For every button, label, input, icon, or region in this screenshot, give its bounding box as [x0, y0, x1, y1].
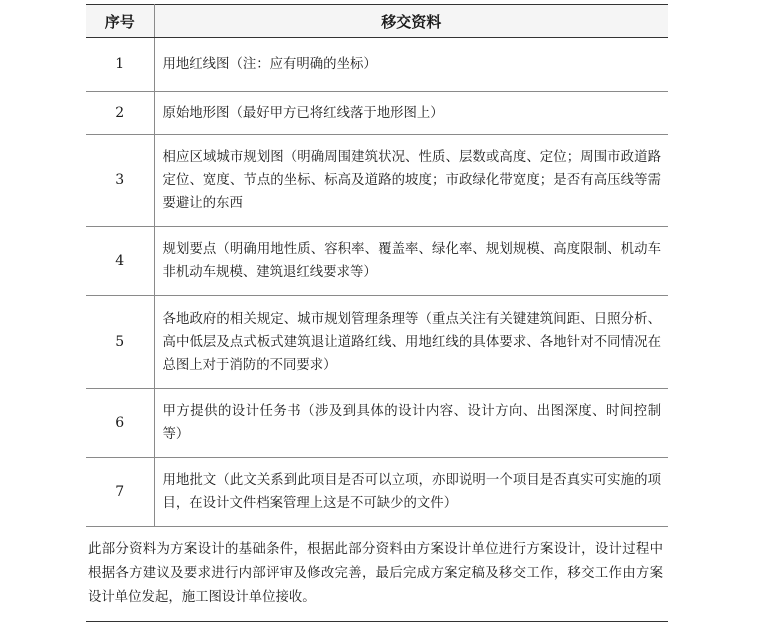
handover-materials-table — [86, 4, 668, 622]
row-number: 2 — [86, 92, 154, 135]
row-number: 5 — [86, 296, 154, 389]
row-number: 1 — [86, 38, 154, 92]
row-text: 规划要点（明确用地性质、容积率、覆盖率、绿化率、规划规模、高度限制、机动车非机动车规模、建筑退红线要求等） — [154, 227, 668, 296]
table-header-row — [86, 5, 668, 38]
table-row — [86, 92, 668, 135]
row-number: 4 — [86, 227, 154, 296]
table-row — [86, 296, 668, 389]
row-text: 各地政府的相关规定、城市规划管理条理等（重点关注有关键建筑间距、日照分析、高中低层及点式板式建筑退让道路红线、用地红线的具体要求、各地针对不同情况在总图上对于消防的不同要求） — [154, 296, 668, 389]
row-text: 相应区域城市规划图（明确周围建筑状况、性质、层数或高度、定位；周围市政道路定位、宽度、节点的坐标、标高及道路的坡度；市政绿化带宽度；是否有高压线等需要避让的东西 — [154, 135, 668, 227]
row-text: 用地红线图（注：应有明确的坐标） — [154, 38, 668, 92]
row-number: 7 — [86, 458, 154, 527]
header-handover-materials: 移交资料 — [154, 5, 668, 38]
row-number: 3 — [86, 135, 154, 227]
table-row — [86, 458, 668, 527]
table-footnote: 此部分资料为方案设计的基础条件，根据此部分资料由方案设计单位进行方案设计，设计过程中根据各方建议及要求进行内部评审及修改完善，最后完成方案定稿及移交工作，移交工作由方案设计单位发起，施工图设计单位接收。 — [86, 527, 668, 622]
table-row — [86, 38, 668, 92]
row-text: 原始地形图（最好甲方已将红线落于地形图上） — [154, 92, 668, 135]
table-row — [86, 135, 668, 227]
row-text: 甲方提供的设计任务书（涉及到具体的设计内容、设计方向、出图深度、时间控制等） — [154, 389, 668, 458]
row-text: 用地批文（此文关系到此项目是否可以立项，亦即说明一个项目是否真实可实施的项目，在设计文件档案管理上这是不可缺少的文件） — [154, 458, 668, 527]
table-row — [86, 227, 668, 296]
header-serial-number: 序号 — [86, 5, 154, 38]
row-number: 6 — [86, 389, 154, 458]
table-footnote-row — [86, 527, 668, 622]
table-row — [86, 389, 668, 458]
